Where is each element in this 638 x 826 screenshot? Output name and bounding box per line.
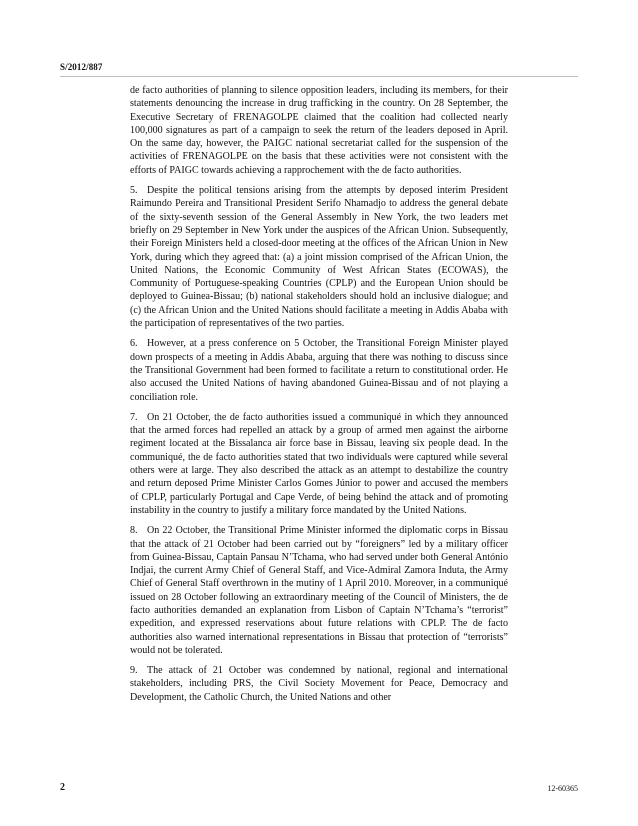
paragraph-6 — [130, 337, 508, 403]
paragraph-number: 6. — [130, 338, 138, 350]
paragraph-text: On 21 October, the de facto authorities issued a communiqué in which they announced that the armed forces had repelled an attack by a group of armed men against the airborne regiment located at the Bissalanca air force base in Bissau, leaving six people dead. In the communiqué, the de facto authorities stated that two individuals were captured while several others were at large. They also described the attack as an attempt to destabilize the country and return deposed Prime Minister Carlos Gomes Júnior to power and accused the members of CPLP, particularly Portugal and Cape Verde, of being behind the attack and of promoting instability in the country to justify a military force mandated by the United Nations. — [130, 411, 508, 516]
paragraph-number: 9. — [130, 665, 138, 677]
paragraph-text: de facto authorities of planning to silence opposition leaders, including its members, for their statements denouncing the increase in drug trafficking in the country. On 28 September, the Executive Secretary of FRENAGOLPE claimed that the coalition had collected nearly 100,000 signatures as part of a campaign to seek the return of the leaders deposed in April. On the same day, however, the PAIGC national secretariat called for the suspension of the activities of FRENAGOLPE on the basis that these activities were not consistent with the efforts of PAIGC towards achieving a rapprochement with the de facto authorities. — [130, 85, 508, 176]
paragraph-text: Despite the political tensions arising from the attempts by deposed interim President Raimundo Pereira and Transitional President Serifo Nhamadjo to address the general debate of the sixty-seventh session of the General Assembly in New York, the two leaders met briefly on 29 September in New York under the auspices of the African Union. Subsequently, their Foreign Ministers held a closed-door meeting at the offices of the African Union in New York, during which they agreed that: (a) a joint mission comprised of the African Union, the United Nations, the Economic Community of West African States (ECOWAS), the Community of Portuguese-speaking Countries (CPLP) and the European Union should be deployed to Guinea-Bissau; (b) national stakeholders should hold an inclusive dialogue; and (c) the African Union and the United Nations should facilitate a meeting in Addis Ababa with the participation of representatives of the two parties. — [130, 185, 508, 330]
document-code: 12-60365 — [547, 784, 578, 793]
paragraph-continuation — [130, 84, 508, 177]
paragraph-text: On 22 October, the Transitional Prime Minister informed the diplomatic corps in Bissau that the attack of 21 October had been carried out by “foreigners” led by a military officer from Guinea-Bissau, Captain Pansau N’Tchama, who had served under both General António Indjai, the current Army Chief of General Staff, and Vice-Admiral Zamora Induta, the Army Chief of General Staff overthrown in the mutiny of 1 April 2010. Moreover, in a communiqué issued on 28 October following an extraordinary meeting of the Council of Ministers, the de facto authorities demanded an explanation from Lisbon of Captain N’Tchama’s “terrorist” expedition, and expressed reservations about future relations with CPLP. The de facto authorities also warned international representations in Bissau that protection of “terrorists” would not be tolerated. — [130, 525, 508, 656]
paragraph-number: 5. — [130, 185, 138, 197]
paragraph-text: However, at a press conference on 5 October, the Transitional Foreign Minister played down prospects of a meeting in Addis Ababa, arguing that there was nothing to discuss since the Transitional Government had been formed to facilitate a return to constitutional order. He also accused the United Nations of having abandoned Guinea-Bissau and of not playing a conciliation role. — [130, 338, 508, 403]
document-body — [130, 84, 508, 711]
paragraph-7 — [130, 411, 508, 517]
paragraph-number: 8. — [130, 525, 138, 537]
paragraph-5 — [130, 184, 508, 330]
paragraph-8 — [130, 524, 508, 657]
paragraph-9 — [130, 664, 508, 704]
header-divider — [60, 76, 578, 77]
paragraph-text: The attack of 21 October was condemned by national, regional and international stakeholders, including PRS, the Civil Society Movement for Peace, Democracy and Development, the Catholic Church, the United Nations and other — [130, 665, 508, 703]
document-symbol: S/2012/887 — [60, 62, 103, 72]
paragraph-number: 7. — [130, 411, 138, 423]
page-number: 2 — [60, 782, 65, 793]
